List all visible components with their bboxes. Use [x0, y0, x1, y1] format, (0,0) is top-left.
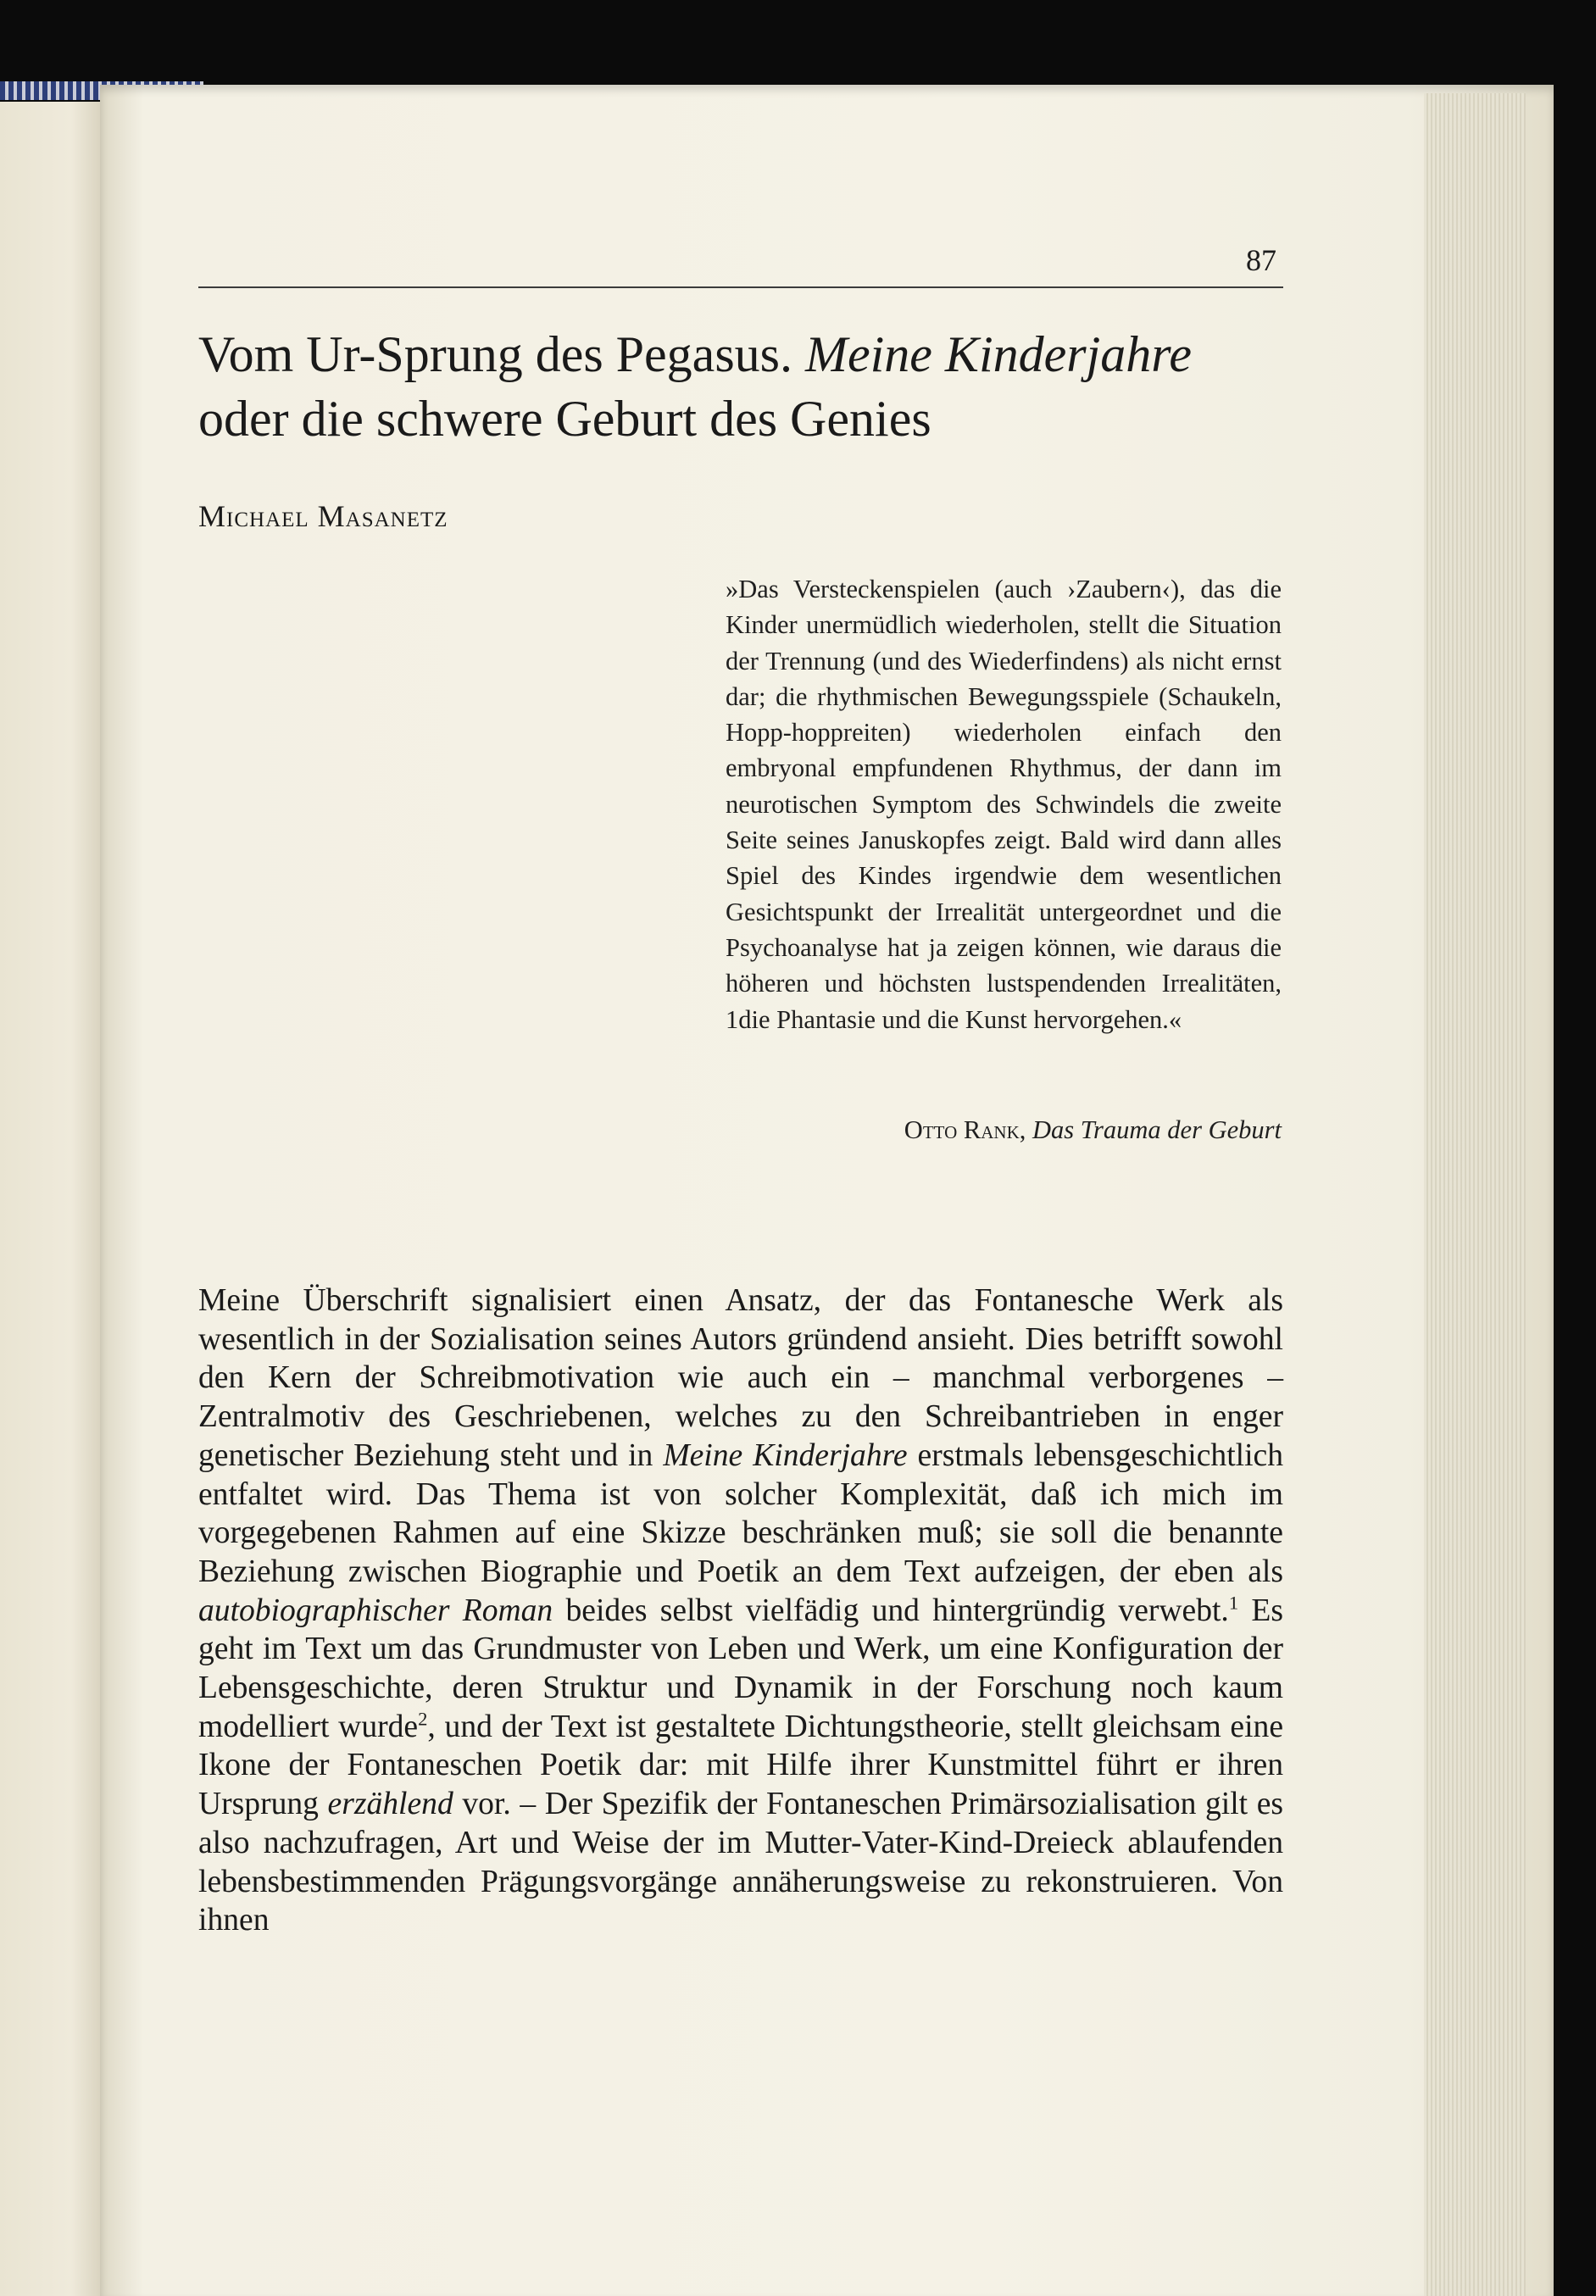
footnote-ref-1: 1 — [1228, 1592, 1239, 1614]
article-title — [198, 322, 1266, 451]
epigraph-source — [726, 1115, 1282, 1145]
body-paragraph — [198, 1281, 1283, 1940]
body-text-4: Es geht im Text um das Grundmuster von Leben und Werk, um eine Konfiguration der Lebensgeschichte, deren Struktur und Dynamik in der Forschung noch kaum modelliert wurde — [198, 1593, 1283, 1744]
body-text-5: , und der Text ist gestaltete Dichtungstheorie, stellt gleichsam eine Ikone der Fontaneschen Poetik dar: mit Hilfe ihrer Kunstmittel führt er ihren Ursprung — [198, 1709, 1284, 1822]
page-number: 87 — [1246, 243, 1276, 277]
epigraph-source-work: Das Trauma der Geburt — [1032, 1115, 1282, 1144]
body-italic-1: Meine Kinderjahre — [663, 1437, 908, 1473]
body-text-6: vor. – Der Spezifik der Fontaneschen Primärsozialisation gilt es also nachzufragen, Art und Weise der im Mutter-Vater-Kind-Dreieck ablaufenden lebensbestimmenden Prägungsvorgänge annäherungsweise zu rekonstruieren. Von ihnen — [198, 1787, 1283, 1938]
epigraph-source-sep: , — [1019, 1115, 1032, 1144]
header-rule — [198, 286, 1283, 288]
epigraph: »Das Versteckenspielen (auch ›Zaubern‹), das die Kinder unermüdlich wiederholen, stellt die Situation der Trennung (und des Wiederfindens) als nicht ernst dar; die rhythmischen Bewegungsspiele (Schaukeln, Hopp-hoppreiten) wiederholen einfach den embryonal empfundenen Rhythmus, der dann im neurotischen Symptom des Schwindels die zweite Seite seines Januskopfes zeigt. Bald wird dann alles Spiel des Kindes irgendwie dem wesentlichen Gesichtspunkt der Irrealität untergeordnet und die Psychoanalyse hat ja zeigen können, wie daraus die höheren und höchsten lustspendenden Irrealitäten, 1die Phantasie und die Kunst hervorgehen.« — [726, 575, 1282, 1034]
body-text-2: erstmals lebensgeschichtlich entfaltet wird. Das Thema ist von solcher Komplexität, daß ich mich im vorgegebenen Rahmen auf eine Skizze beschränken muß; sie soll die benannte Beziehung zwischen Biographie und Poetik an dem Text aufzeigen, der eben als — [198, 1437, 1283, 1589]
author-name: Michael Masanetz — [198, 499, 448, 533]
title-part1: Vom Ur-Sprung des Pegasus. — [198, 326, 806, 382]
body-text-3: beides selbst vielfädig und hintergründig verwebt. — [553, 1593, 1229, 1628]
body-text-1: Meine Überschrift signalisiert einen Ansatz, der das Fontanesche Werk als wesentlich in der Sozialisation seines Autors gründend ansieht. Dies betrifft sowohl den Kern der Schreibmotivation wie auch ein – manchmal verborgenes – Zentralmotiv des Geschriebenen, welches zu den Schreibantrieben in enger genetischer Beziehung steht und in — [198, 1283, 1283, 1473]
epigraph-source-name: Otto Rank — [904, 1115, 1020, 1144]
left-page — [0, 102, 102, 2296]
body-italic-3: erzählend — [327, 1787, 453, 1822]
page-edges — [1424, 93, 1526, 2296]
title-part3: oder die schwere Geburt des Genies — [198, 391, 931, 447]
title-italic: Meine Kinderjahre — [805, 326, 1193, 382]
body-italic-2: autobiographischer Roman — [198, 1593, 553, 1628]
footnote-ref-2: 2 — [418, 1708, 428, 1730]
